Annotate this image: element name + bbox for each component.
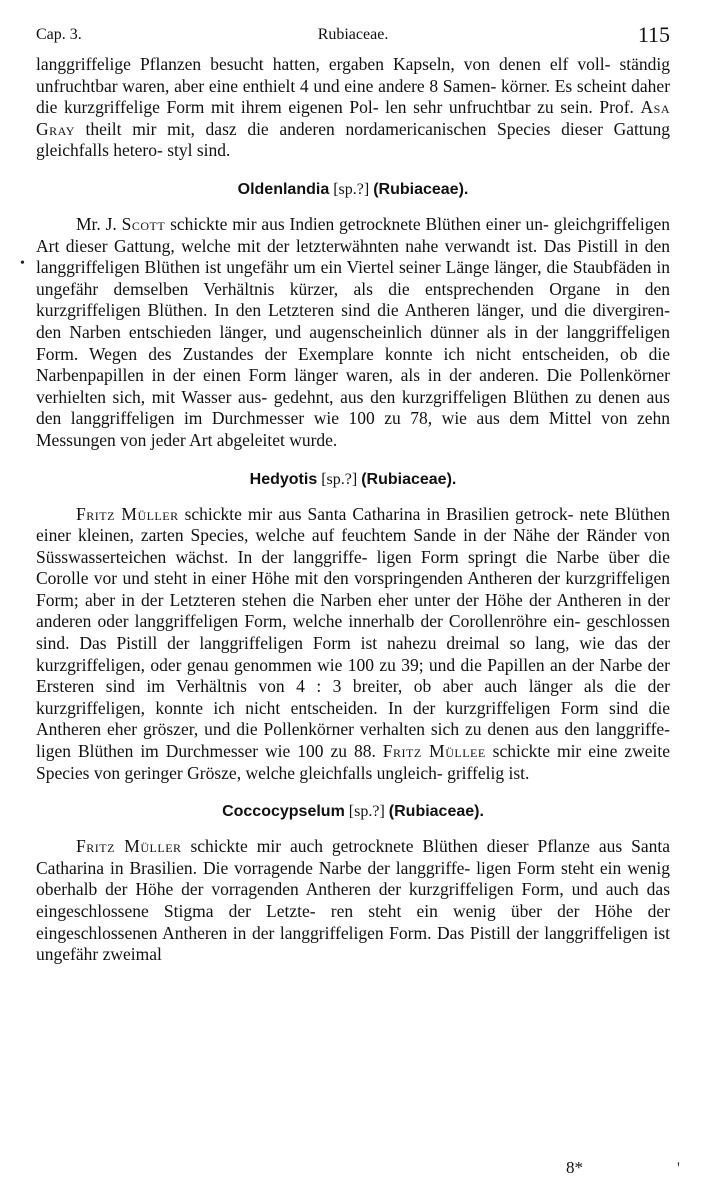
margin-mark: '	[677, 1160, 680, 1177]
signature-mark: 8*	[566, 1158, 583, 1177]
person-name: Scott	[121, 213, 166, 234]
hedyotis-heading: Hedyotis [sp.?] (Rubiaceae).	[249, 470, 457, 488]
person-name: Fritz Müllee	[382, 741, 486, 762]
running-header	[36, 18, 670, 54]
author-name: Asa Gray	[36, 97, 671, 139]
person-name: Fritz Müller	[76, 503, 179, 524]
oldenlandia-paragraph: Mr. J. Scott schickte mir aus Indien getrocknete Blüthen einer un- gleichgriffeligen Art dieser Gattung, welche mit der letzterwähnten nahe verwandt ist. Das Pistill in den langgriffeligen Blüthen ist ungefähr um ein Viertel seiner Länge länger, die Staubfäden in ungefähr demselben Verhältnis kürzer, als die entsprechenden Organe in den kurzgriffeligen Blüthen. In den Letzteren sind die Antheren länger, und die divergiren- den Narben entschieden länger, und augenscheinlich dünner als in der langgriffeligen Form. Wegen des Zustandes der Exemplare konnte ich nicht entscheiden, ob die Narbenpapillen in der einen Form länger waren, als in der anderen. Die Pollenkörner verhielten sich, mit Wasser aus- gedehnt, aus den kurzgriffeligen Blüthen zu denen aus den langgriffeligen im Durchmesser wie 100 zu 78, wie aus dem Mittel von zehn Messungen von jeder Art abgeleitet wurde.	[36, 213, 671, 450]
intro-paragraph: langgriffelige Pflanzen besucht hatten, ergaben Kapseln, von denen elf voll- ständig unfruchtbar waren, aber eine enthielt 4 und eine andere 8 Samen- körner. Es scheint daher die kurzgriffelige Form mit ihrem eigenen Pol- len sehr unfruchtbar zu sein. Prof. Asa Gray theilt mir mit, dasz die anderen nordamericanischen Species dieser Gattung gleichfalls hetero- styl sind.	[36, 54, 671, 161]
book-page	[36, 18, 670, 966]
page-number: 115	[637, 22, 670, 47]
coccocypselum-paragraph: Fritz Müller schickte mir auch getrocknete Blüthen dieser Pflanze aus Santa Catharina in Brasilien. Die vorragende Narbe der langgriffe- ligen Form steht ein wenig oberhalb der Höhe der vorragenden Antheren der kurzgriffeligen Form, und auch das eingeschlossene Stigma der Letzte- ren steht ein wenig über der Höhe der eingeschlossenen Antheren in der langgriffeligen Form. Das Pistill der langgriffeligen ist ungefähr zweimal	[36, 836, 670, 965]
page-footer	[36, 1158, 680, 1182]
hedyotis-paragraph: Fritz Müller schickte mir aus Santa Catharina in Brasilien getrock- nete Blüthen einer kleinen, zarten Species, welche auf feuchtem Sande in der Nähe der Ränder von Süsswasserteichen wächst. In der langgriffe- ligen Form springt die Narbe über die Corolle vor und steht in einer Höhe mit den vorspringenden Antheren der kurzgriffeligen Form; aber in der Letzteren stehen die Narben eher unter der Höhe der Antheren in der anderen oder langgriffeligen Form, welche innerhalb der Corollenröhre ein- geschlossen sind. Das Pistill der langgriffeligen Form ist nahezu dreimal so lang, wie das der kurzgriffeligen, oder genau genommen wie 100 zu 39; und die Papillen an der Narbe der Ersteren sind im Verhältnis von 4 : 3 breiter, ob aber auch länger als die der kurzgriffeligen, konnte ich nicht entscheiden. In der kurzgriffeligen Form sind die Antheren eher gröszer, und die Pollenkörner verhalten sich zu denen aus den langgriffe- ligen Blüthen im Durchmesser wie 100 zu 88. Fritz Müllee schickte mir eine zweite Species von geringer Grösze, welche gleichfalls ungleich- griffelig ist.	[36, 503, 670, 783]
margin-dot: •	[20, 256, 25, 271]
coccocypselum-heading: Coccocypselum [sp.?] (Rubiaceae).	[222, 803, 484, 821]
oldenlandia-heading: Oldenlandia [sp.?] (Rubiaceae).	[237, 180, 469, 198]
running-title: Rubiaceae.	[317, 26, 389, 43]
person-name: Fritz Müller	[76, 836, 182, 857]
chapter-label: Cap. 3.	[36, 26, 82, 43]
